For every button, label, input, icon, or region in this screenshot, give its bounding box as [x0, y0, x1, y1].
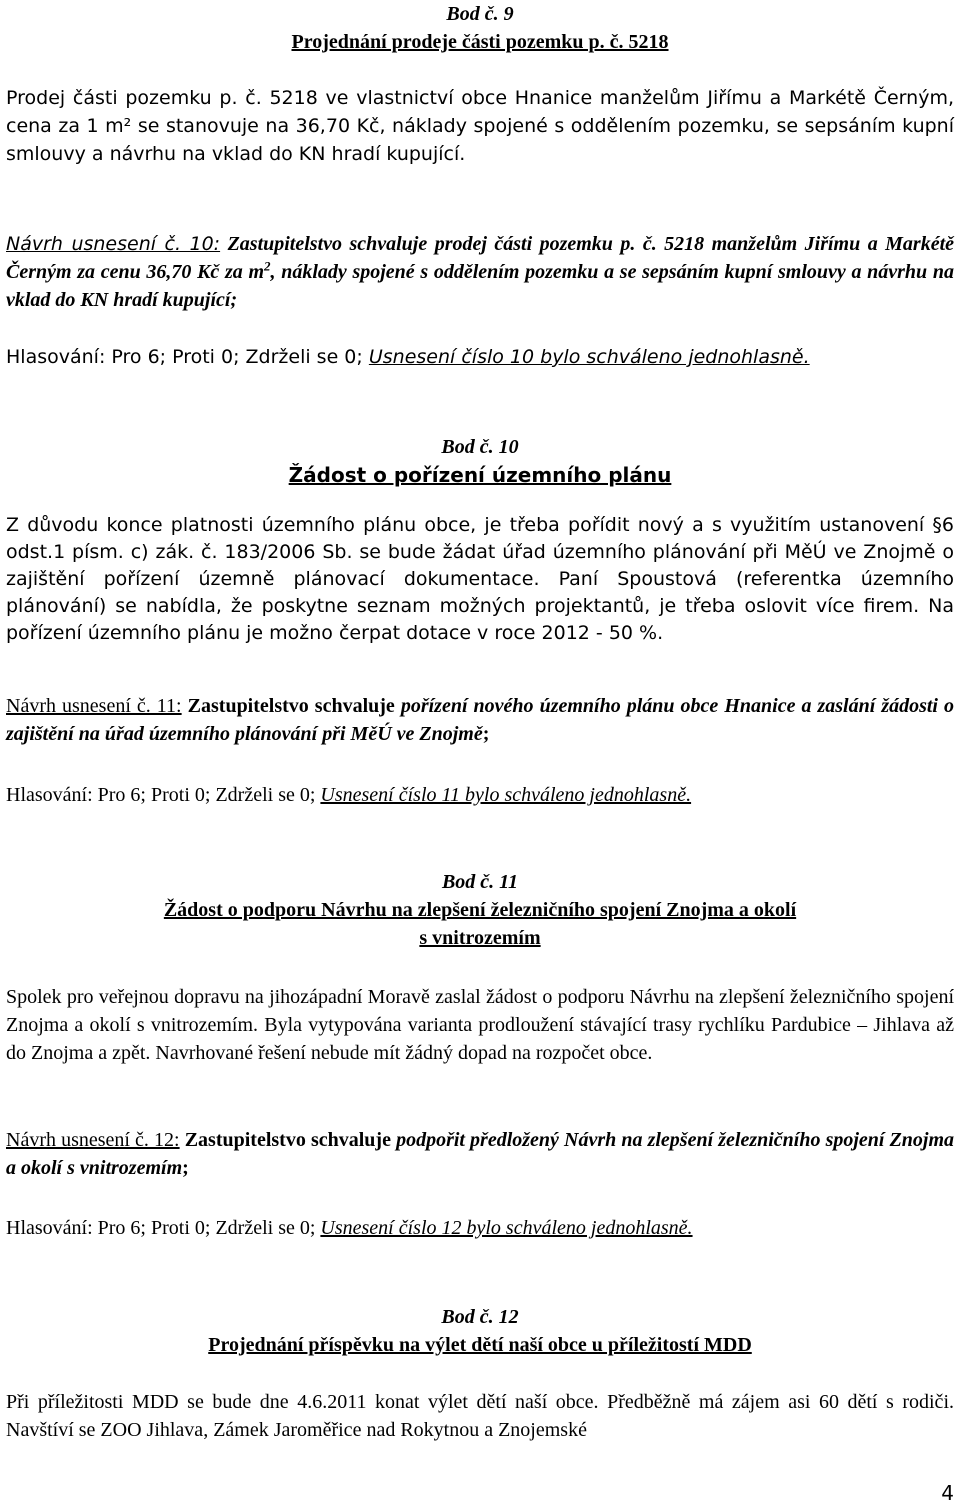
proposal-italic: podpořit předložený Návrh na zlepšení železničního spojení Znojma a okolí s vnitrozemím — [6, 1129, 955, 1179]
proposal-label: Návrh usnesení č. 10: — [6, 233, 221, 255]
section-title-line-2: s vnitrozemím — [419, 927, 541, 949]
section-title: Projednání příspěvku na výlet dětí naší obce u příležitostí MDD — [208, 1334, 752, 1356]
resolution-proposal — [6, 230, 954, 314]
section-title: Žádost o pořízení územního plánu — [288, 463, 672, 487]
proposal-text — [6, 692, 954, 748]
vote-text — [6, 1214, 954, 1242]
section-number: Bod č. 9 — [446, 3, 514, 25]
section-number: Bod č. 11 — [441, 871, 519, 893]
section-title: Projednání prodeje části pozemku p. č. 5218 — [291, 31, 669, 53]
section-text — [6, 84, 954, 168]
section-number: Bod č. 12 — [441, 1306, 519, 1328]
vote-counts: Hlasování: Pro 6; Proti 0; Zdrželi se 0; — [6, 784, 316, 806]
vote-text — [6, 343, 954, 371]
paragraph: Z důvodu konce platnosti územního plánu obce, je třeba pořídit nový a s využitím ustanovení §6 odst.1 písm. c) zák. č. 183/2006 Sb. se bude žádat úřad územního plánování při MěÚ ve Znojmě o zajištění pořízení územně plánovací dokumentace. Paní Spoustová (referentka územního plánování) se nabídla, že poskytne seznam možných projektantů, je třeba oslovit více firem. Na pořízení územního plánu je možno čerpat dotace v roce 2012 - 50 %. — [6, 514, 954, 644]
section-bod-10 — [6, 433, 954, 489]
proposal-superscript: 2 — [264, 258, 271, 274]
paragraph: Prodej části pozemku p. č. 5218 ve vlastnictví obce Hnanice manželům Jiřímu a Markétě Černým, cena za 1 m² se stanovuje na 36,70 Kč, náklady spojené s oddělením pozemku, se sepsáním kupní smlouvy a návrhu na vklad do KN hradí kupující. — [6, 87, 954, 165]
vote-counts: Hlasování: Pro 6; Proti 0; Zdrželi se 0; — [6, 1217, 316, 1239]
vote-line — [6, 781, 954, 809]
section-bod-9 — [6, 0, 954, 56]
vote-text — [6, 781, 954, 809]
proposal-bold: Zastupitelstvo schvaluje — [187, 695, 395, 717]
page-number: 4 — [941, 1481, 954, 1505]
proposal-label: Návrh usnesení č. 11: — [6, 695, 182, 717]
proposal-text — [6, 230, 954, 314]
section-bod-11 — [6, 868, 954, 952]
section-text — [6, 512, 954, 647]
section-bod-12 — [6, 1303, 954, 1359]
vote-result: Usnesení číslo 11 bylo schváleno jednohlasně. — [320, 784, 692, 806]
paragraph: Při příležitosti MDD se bude dne 4.6.2011 konat výlet dětí naší obce. Předběžně má zájem asi 60 dětí s rodiči. Navštíví se ZOO Jihlava, Zámek Jaroměřice nad Rokytnou a Znojemské — [6, 1391, 954, 1441]
proposal-rest: , náklady spojené s oddělením pozemku a se sepsáním kupní smlouvy a návrhu na vklad do KN hradí kupující; — [6, 261, 954, 311]
resolution-proposal — [6, 1126, 954, 1182]
section-number: Bod č. 10 — [441, 436, 519, 458]
proposal-bold: Zastupitelstvo schvaluje — [184, 1129, 391, 1151]
paragraph: Spolek pro veřejnou dopravu na jihozápadní Moravě zaslal žádost o podporu Návrhu na zlepšení železničního spojení Znojma a okolí s vnitrozemím. Byla vytypována varianta prodloužení stávající trasy rychlíku Pardubice – Jihlava až do Znojma a zpět. Navrhované řešení nebude mít žádný dopad na rozpočet obce. — [6, 986, 954, 1064]
proposal-text — [6, 1126, 954, 1182]
vote-line — [6, 1214, 954, 1242]
vote-counts: Hlasování: Pro 6; Proti 0; Zdrželi se 0; — [6, 346, 363, 368]
vote-line — [6, 343, 954, 371]
vote-result: Usnesení číslo 10 bylo schváleno jednohlasně. — [368, 346, 810, 368]
section-title-line-1: Žádost o podporu Návrhu na zlepšení železničního spojení Znojma a okolí — [163, 899, 797, 921]
vote-result: Usnesení číslo 12 bylo schváleno jednohlasně. — [320, 1217, 693, 1239]
section-text — [6, 1388, 954, 1444]
resolution-proposal — [6, 692, 954, 748]
proposal-end: ; — [482, 723, 490, 745]
proposal-label: Návrh usnesení č. 12: — [6, 1129, 180, 1151]
proposal-bold: Zastupitelstvo schvaluje prodej části pozemku p. č. 5218 manželům Jiřímu a Markétě Černým za cenu 36,70 Kč za m — [6, 233, 955, 283]
proposal-italic: pořízení nového územního plánu obce Hnanice a zaslání žádosti o zajištění na úřad územního plánování při MěÚ ve Znojmě — [6, 695, 955, 745]
section-text — [6, 983, 954, 1067]
proposal-end: ; — [182, 1157, 189, 1179]
